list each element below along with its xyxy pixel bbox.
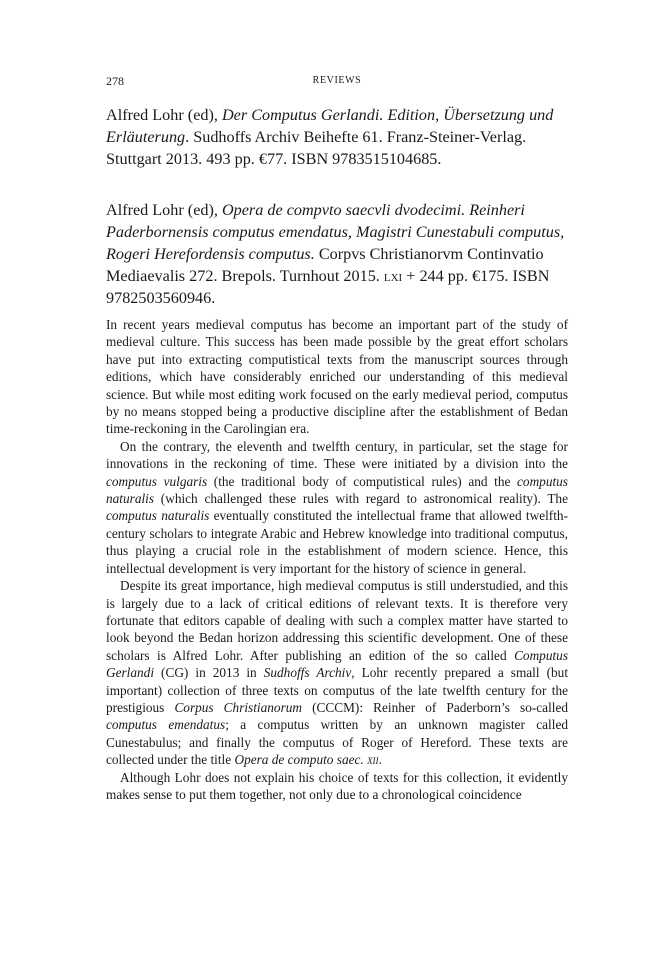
- term-computus-naturalis: computus naturalis: [106, 508, 210, 524]
- review-body: [106, 316, 568, 803]
- citation-publication-details: . Sudhoffs Archiv Beihefte 61. Franz-Steiner-Verlag. Stuttgart 2013. 493 pp. €77. ISBN 9783515104685.: [106, 128, 527, 168]
- term-computus-vulgaris: computus vulgaris: [106, 473, 208, 489]
- citation-computus-gerlandi: [106, 104, 568, 170]
- paragraph-4: Although Lohr does not explain his choice of texts for this collection, it evidently makes sense to put them together, not only due to a chronological coincidence: [106, 769, 568, 802]
- year: 2013: [212, 665, 240, 681]
- page-number: 278: [106, 74, 124, 88]
- paragraph-3: Despite its great importance, high medieval computus is still understudied, and this is largely due to a lack of critical editions of relevant texts. It is therefore very fortunate that editors capable of dealing with such a complex matter have started to look beyond the Bedan horizon addressing this scientific development. One of these scholars is Alfred Lohr. After publishing an edition of the so called Computus Gerlandi (CG) in 2013 in Sudhoffs Archiv, Lohr recently prepared a small (but important) collection of three texts on computus of the late twelfth century for the prestigious Corpus Christianorum (CCCM): Reinher of Paderborn’s so-called computus emendatus; a computus written by an unknown magister called Cunestabulus; and finally the computus of Roger of Hereford. These texts are collected under the title Opera de computo saec. xii.: [106, 578, 569, 768]
- term-computus-emendatus: computus emendatus: [106, 717, 226, 733]
- citation-title: Opera de compvto saecvli dvodecimi. Reinheri Paderbornensis computus emendatus, Magistri Cunestabuli computus, Rogeri Herefordensis computus.: [106, 201, 565, 263]
- paragraph-1: In recent years medieval computus has become an important part of the study of medieval culture. This success has been made possible by the great effort scholars have put into extracting computistical texts from the manuscript sources through editions, which have considerably enriched our understanding of this medieval science. But while most editing work focused on the early medieval period, computus by no means stopped being a productive discipline after the establishment of Bedan time-reckoning in the Carolingian era.: [106, 317, 568, 437]
- citation-roman-pages: lxi: [383, 267, 403, 285]
- journal-sudhoffs-archiv: Sudhoffs Archiv: [263, 665, 352, 681]
- citation-editor: Alfred Lohr (ed),: [106, 201, 222, 219]
- paragraph-2: On the contrary, the eleventh and twelfth century, in particular, set the stage for innovations in the reckoning of time. These were initiated by a division into the computus vulgaris (the traditional body of computistical rules) and the computus naturalis (which challenged these rules with regard to astronomical reality). The computus naturalis eventually constituted the intellectual frame that allowed twelfth-century scholars to integrate Arabic and Hebrew knowledge into traditional computus, thus playing a crucial role in the establishment of modern science. Hence, this intellectual development is very important for the history of science in general.: [106, 438, 568, 576]
- series-corpus-christianorum: Corpus Christianorum: [174, 699, 302, 715]
- citation-publication-details: + 244 pp. €175. ISBN 9782503560946.: [106, 267, 550, 307]
- citation-series: Corpvs Christianorvm Continvatio Mediaevalis 272. Brepols. Turnhout 2015.: [106, 245, 544, 285]
- section-label: REVIEWS: [312, 75, 362, 86]
- citation-title: Der Computus Gerlandi. Edition, Übersetzung und Erläuterung: [106, 106, 554, 146]
- citation-opera-de-computo: [106, 199, 568, 309]
- title-computus-gerlandi: Computus Gerlandi: [106, 647, 568, 681]
- collection-title-century: xii: [367, 752, 379, 768]
- collection-title: Opera de computo saec.: [234, 752, 368, 768]
- running-head: [106, 72, 568, 90]
- term-computus-naturalis: computus naturalis: [106, 473, 568, 507]
- citation-editor: Alfred Lohr (ed),: [106, 106, 222, 124]
